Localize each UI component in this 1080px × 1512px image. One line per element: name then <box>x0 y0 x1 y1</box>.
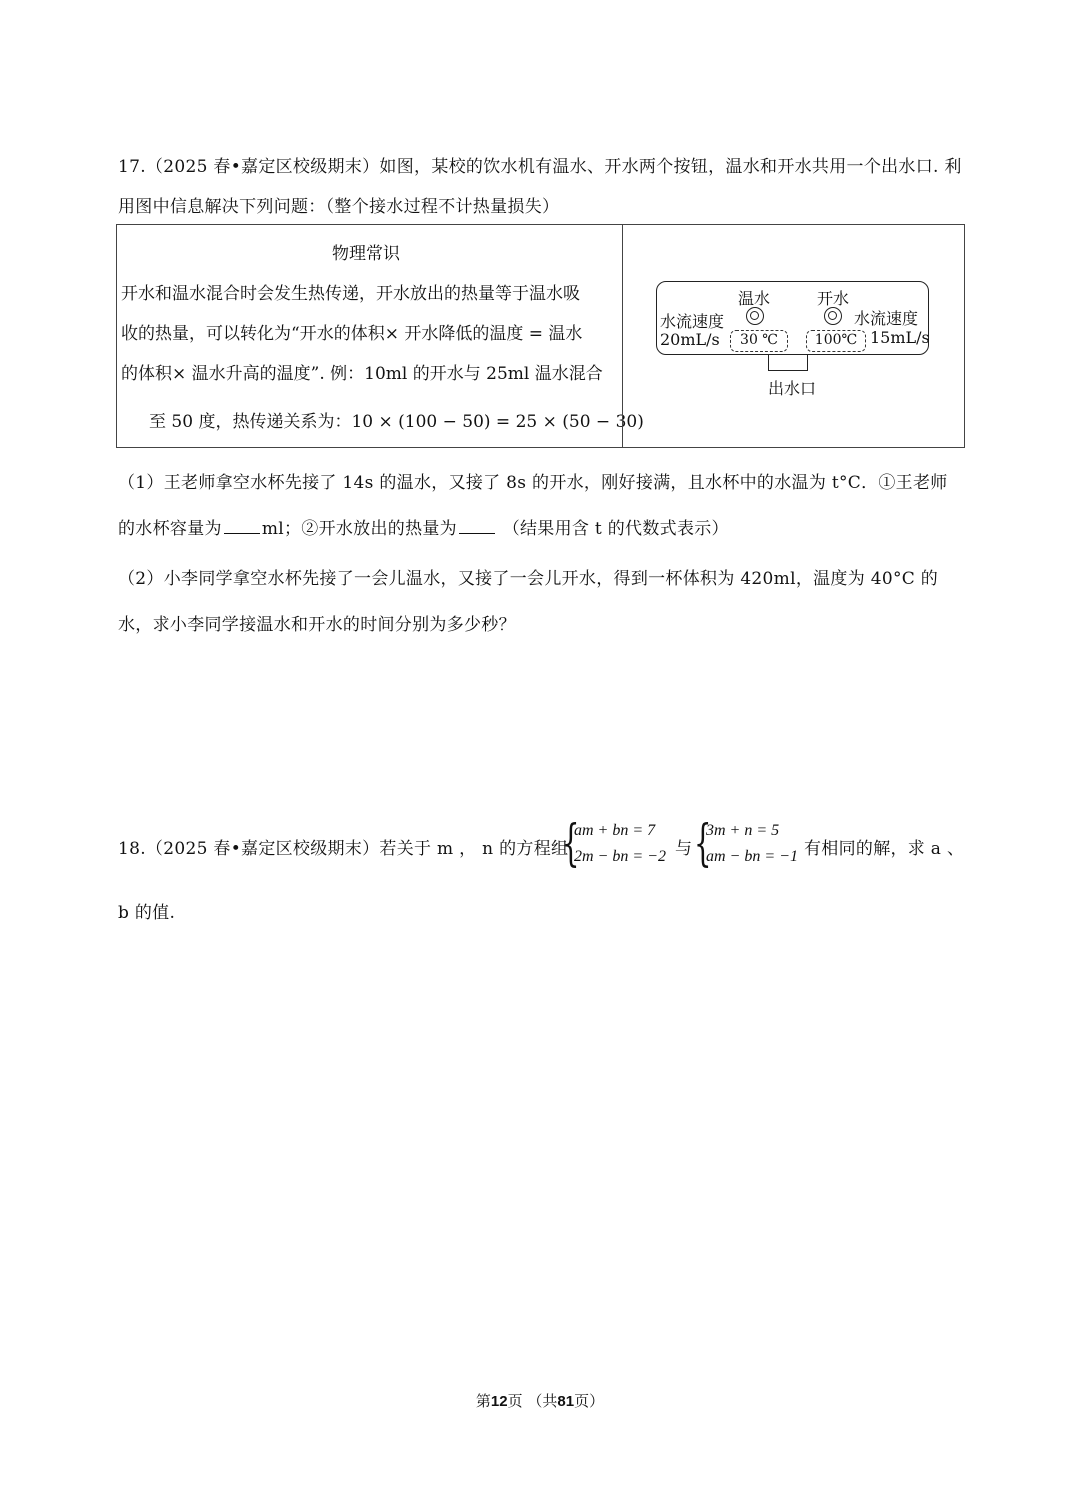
sys2-eq2: am − bn = −1 <box>706 848 798 865</box>
q18-prefix: 18.（2025 春•嘉定区校级期末）若关于 m ， n 的方程组 <box>118 839 569 859</box>
flow-speed-left: 20mL/s <box>660 330 720 349</box>
physics-knowledge-text <box>117 225 644 447</box>
table-line-3: 的体积× 温水升高的温度”. 例：10ml 的开水与 25ml 温水混合 <box>121 364 603 384</box>
q18-line2: b 的值. <box>118 903 176 923</box>
q17-line1: 17.（2025 春•嘉定区校级期末）如图，某校的饮水机有温水、开水两个按钮，温水和开水共用一个出水口. 利 <box>118 157 962 177</box>
flow-speed-label-left: 水流速度 <box>660 312 725 331</box>
outlet-shape <box>768 355 808 371</box>
table-divider <box>622 225 623 447</box>
q18-suffix: 有相同的解，求 a 、 <box>804 839 965 859</box>
hot-water-temp: 100℃ <box>806 330 866 352</box>
flow-speed-right: 15mL/s <box>870 328 930 347</box>
part1-capacity-prefix: 的水杯容量为 <box>118 519 222 539</box>
table-title: 物理常识 <box>332 244 400 264</box>
footer-suffix: 页） <box>574 1392 605 1410</box>
q17-part1-line1: （1）王老师拿空水杯先接了 14s 的温水，又接了 8s 的开水，刚好接满，且水杯中的水温为 t°C．①王老师 <box>118 473 948 493</box>
page-footer <box>0 1390 1080 1411</box>
q18-connector: 与 <box>675 839 693 859</box>
warm-water-label: 温水 <box>738 289 771 308</box>
heat-blank[interactable] <box>459 519 495 534</box>
sys1-eq2: 2m − bn = −2 <box>574 848 666 865</box>
outlet-label: 出水口 <box>768 379 817 398</box>
warm-water-temp: 30 ℃ <box>730 330 788 352</box>
warm-water-button-icon <box>746 307 764 325</box>
footer-total-pages: 81 <box>557 1393 575 1410</box>
q17-part1-line2 <box>118 514 729 539</box>
sys2-eq1: 3m + n = 5 <box>706 822 780 839</box>
q17-part2-line1: （2）小李同学拿空水杯先接了一会儿温水，又接了一会儿开水，得到一杯体积为 420ml，温度为 40°C 的 <box>118 569 939 589</box>
equation-system-1 <box>562 814 672 872</box>
part1-heat-prefix: ml；②开水放出的热量为 <box>261 519 457 539</box>
sys1-eq1: am + bn = 7 <box>574 822 656 839</box>
q17-part2-line2: 水，求小李同学接温水和开水的时间分别为多少秒？ <box>118 615 516 635</box>
hot-water-button-icon <box>824 307 842 325</box>
capacity-blank[interactable] <box>224 519 260 534</box>
brace-icon: { <box>694 814 712 872</box>
table-line-1: 开水和温水混合时会发生热传递，开水放出的热量等于温水吸 <box>121 284 580 304</box>
footer-page-number: 12 <box>490 1393 508 1410</box>
footer-mid: 页 （共 <box>507 1392 558 1410</box>
table-line-4: 至 50 度，热传递关系为：10 × (100 − 50) = 25 × (50 − 30) <box>149 412 644 432</box>
footer-prefix: 第 <box>475 1392 491 1410</box>
flow-speed-label-right: 水流速度 <box>854 309 919 328</box>
part1-hint: （结果用含 t 的代数式表示） <box>502 519 729 539</box>
equation-system-2 <box>694 814 804 872</box>
brace-icon: { <box>562 814 580 872</box>
table-line-2: 收的热量，可以转化为“开水的体积× 开水降低的温度 = 温水 <box>121 324 583 344</box>
q17-line2: 用图中信息解决下列问题：（整个接水过程不计热量损失） <box>118 197 560 217</box>
hot-water-label: 开水 <box>817 289 850 308</box>
